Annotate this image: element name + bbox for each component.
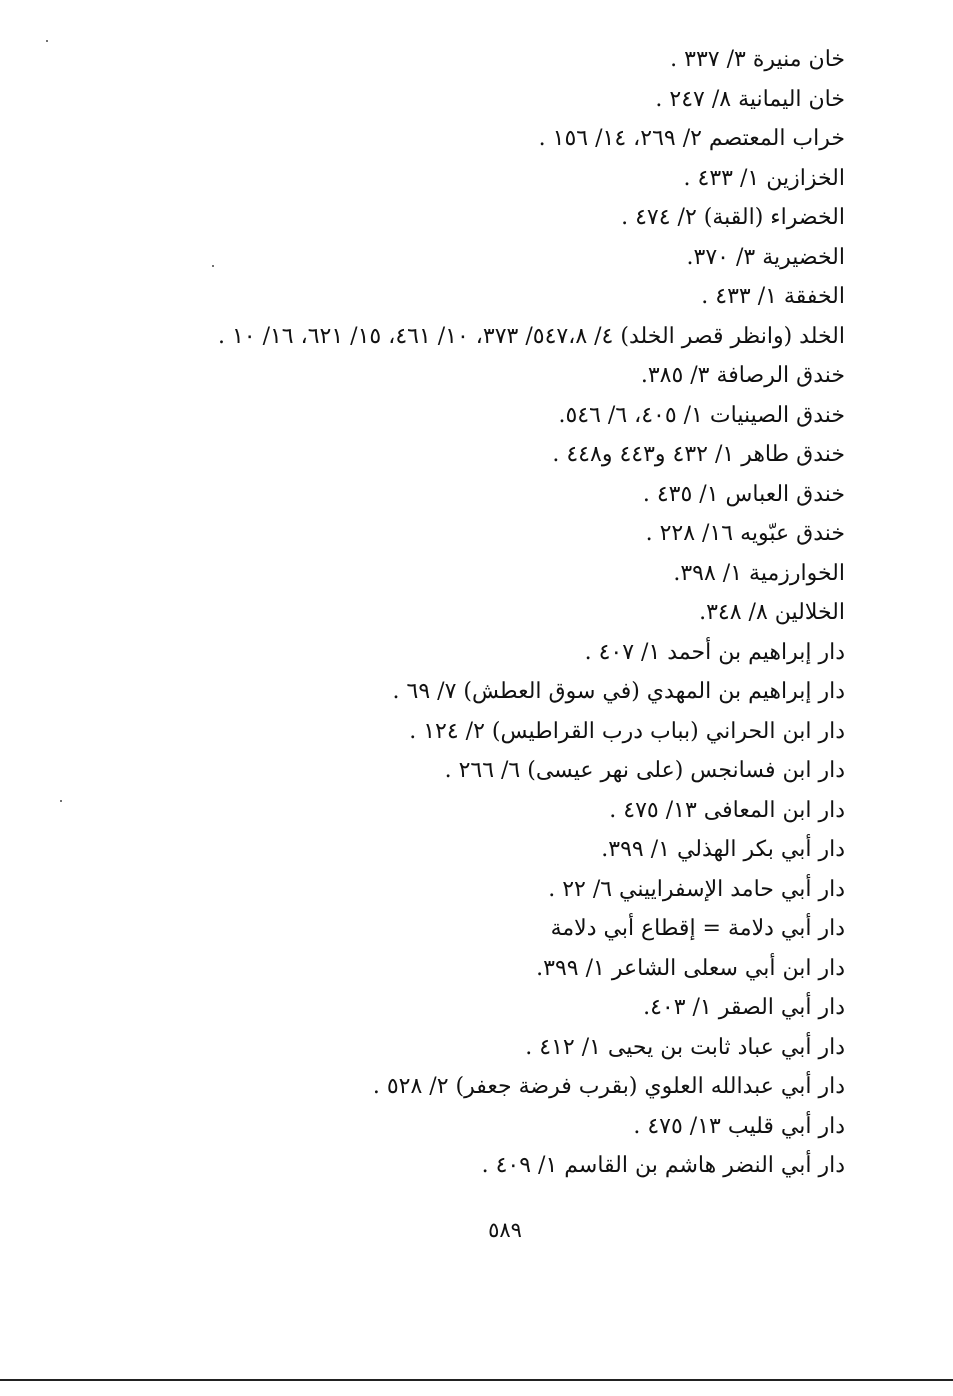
index-entry: دار أبي دلامة = إقطاع أبي دلامة [550, 916, 845, 941]
index-entry: دار ابن المعافى ١٣/ ٤٧٥ . [609, 797, 845, 823]
scan-speck [46, 40, 48, 42]
index-entry: الخفقة ١/ ٤٣٣ . [701, 284, 845, 309]
index-entry: دار إبراهيم بن أحمد ١/ ٤٠٧ . [584, 639, 845, 665]
index-entry: دار ابن الحراني (بباب درب القراطيس) ٢/ ١٢٤ . [409, 718, 845, 744]
index-entry: دار أبي قليب ١٣/ ٤٧٥ . [633, 1113, 845, 1139]
index-entry: خان اليمانية ٨/ ٢٤٧ . [655, 86, 845, 112]
index-entry: دار ابن أبي سعلى الشاعر ١/ ٣٩٩. [536, 955, 845, 981]
index-entry: دار أبي عباد ثابت بن يحيى ١/ ٤١٢ . [525, 1034, 845, 1060]
index-entry: الخضيرية ٣/ ٣٧٠. [686, 244, 845, 270]
scan-speck [60, 800, 62, 802]
index-entry: دار ابن فسانجس (على نهر عيسى) ٦/ ٢٦٦ . [444, 758, 845, 783]
index-entry: الخلد (وانظر قصر الخلد) ٤/ ٥٤٧،٨/ ٣٧٣، ١٠/ ٤٦١، ١٥/ ٦٢١، ١٦/ ١٠ . [217, 323, 845, 349]
scan-bottom-edge [0, 1379, 953, 1381]
index-entry: خندق العباس ١/ ٤٣٥ . [642, 481, 845, 507]
index-entry: الخزازين ١/ ٤٣٣ . [683, 165, 845, 191]
index-entry: دار أبي الصقر ١/ ٤٠٣. [643, 995, 845, 1020]
index-entry: دار أبي بكر الهذلي ١/ ٣٩٩. [601, 837, 845, 862]
index-entry: خندق عبّويه ١٦/ ٢٢٨ . [645, 521, 845, 546]
index-entry: خراب المعتصم ٢/ ٢٦٩، ١٤/ ١٥٦ . [538, 126, 845, 151]
index-entry: الخوارزمية ١/ ٣٩٨. [673, 560, 845, 586]
index-entry: الخضراء (القبة) ٢/ ٤٧٤ . [621, 205, 845, 230]
index-entry: دار أبي النضر هاشم بن القاسم ١/ ٤٠٩ . [481, 1153, 845, 1178]
index-entry: خان منيرة ٣/ ٣٣٧ . [670, 47, 845, 72]
index-entry: خندق الرصافة ٣/ ٣٨٥. [640, 363, 845, 388]
scan-speck [212, 265, 214, 267]
index-entry: خندق طاهر ١/ ٤٣٢ و٤٤٣ و٤٤٨ . [552, 442, 845, 467]
index-entry: دار أبي حامد الإسفراييني ٦/ ٢٢ . [548, 876, 845, 902]
page-number: ٥٨٩ [488, 1218, 522, 1242]
index-entry-list [85, 40, 845, 1186]
index-entry: دار إبراهيم بن المهدي (في سوق العطش) ٧/ ٦٩ . [392, 679, 845, 704]
index-entry: دار أبي عبدالله العلوي (بقرب فرضة جعفر) ٢/ ٥٢٨ . [372, 1074, 845, 1099]
index-entry: الخلالين ٨/ ٣٤٨. [699, 600, 845, 625]
index-entry: خندق الصينيات ١/ ٤٠٥، ٦/ ٥٤٦. [558, 402, 845, 428]
